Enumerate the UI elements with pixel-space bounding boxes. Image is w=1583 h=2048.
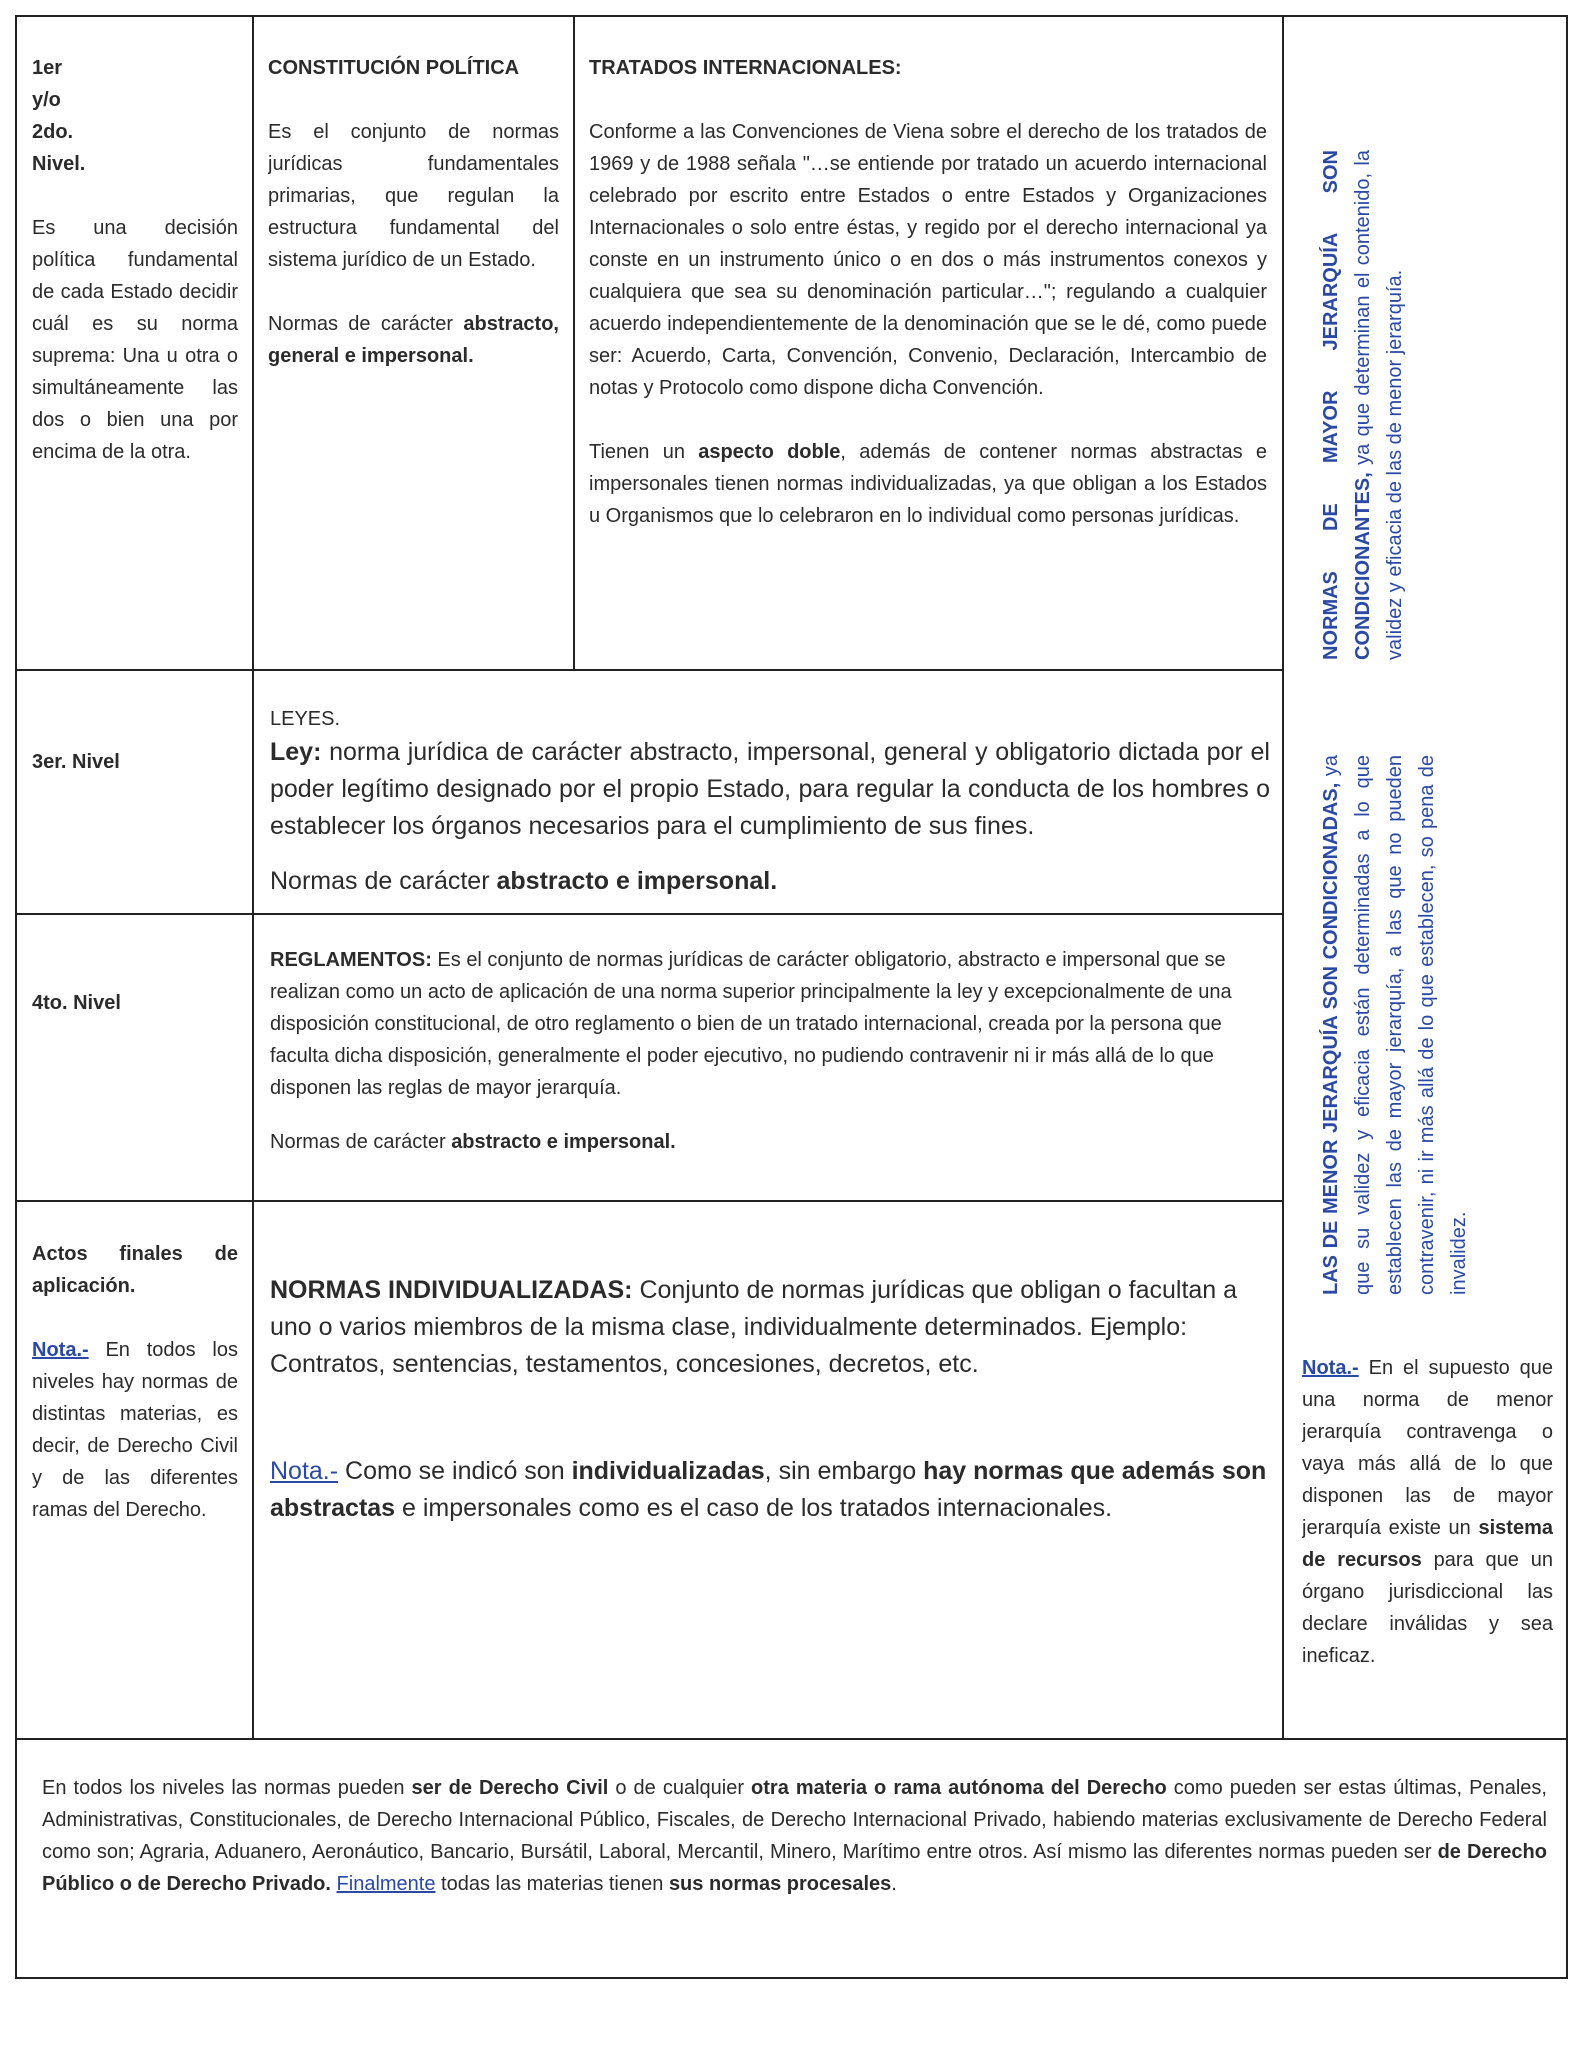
level-1-2-title-line: y/o (32, 89, 61, 111)
constitucion-normas: Normas de carácter abstracto, general e impersonal. (268, 313, 559, 367)
individualizadas-nota: Nota.- Como se indicó son individualizadas, sin embargo hay normas que además son abstractas e impersonales como es el caso de los tratados internacionales. (270, 1457, 1267, 1522)
side-upper-cell (1315, 150, 1406, 661)
reglamentos-normas: Normas de carácter abstracto e impersonal. (270, 1131, 676, 1153)
footer-text: En todos los niveles las normas pueden ser de Derecho Civil o de cualquier otra materia o rama autónoma del Derecho como pueden ser estas últimas, Penales, Administrativas, Constitucionales, de Derecho Internacional Público, Fiscales, de Derecho Internacional Privado, habiendo materias exclusivamente de Derecho Federal como son; Agraria, Aduanero, Aeronáutico, Bancario, Bursátil, Laboral, Mercantil, Minero, Marítimo entre otros. Así mismo las diferentes normas pueden ser de Derecho Público o de Derecho Privado. Finalmente todas las materias tienen sus normas procesales. (42, 1777, 1547, 1895)
actos-nota: Nota.- En todos los niveles hay normas de distintas materias, es decir, de Derecho Civil y de las diferentes ramas del Derecho. (32, 1339, 238, 1521)
leyes-definition: Ley: norma jurídica de carácter abstracto, impersonal, general y obligatorio dictada por el poder legítimo designado por el propio Estado, para regular la conducta de los hombres o establecer los órganos necesarios para el cumplimiento de sus fines. (270, 738, 1270, 840)
level-1-2-title-line: 1er (32, 57, 63, 79)
reglamentos-text: REGLAMENTOS: Es el conjunto de normas jurídicas de carácter obligatorio, abstracto e impersonal que se realizan como un acto de aplicación de una norma superior principalmente la ley y excepcionalmente de una disposición constitucional, de otro reglamento o bien de un tratado internacional, creada por la persona que faculta dicha disposición, generalmente el poder ejecutivo, no pudiendo contravenir ni ir más allá de lo que disponen las reglas de mayor jerarquía. (270, 949, 1232, 1099)
constitucion-cell (268, 52, 559, 652)
leyes-title: LEYES. (270, 708, 341, 730)
side-nota-label: Nota.- (1302, 1357, 1359, 1379)
tratados-paragraph-1: Conforme a las Convenciones de Viena sobre el derecho de los tratados de 1969 y de 1988 señala "…se entiende por tratado un acuerdo internacional celebrado por escrito entre Estados o entre Estados y Organizaciones Internacionales o solo entre éstas, y regido por el derecho internacional ya conste en un instrumento único o en dos o más instrumentos conexos y cualquiera que sea su denominación particular…"; regulando a cualquier acuerdo independientemente de la denominación que se le dé, como puede ser: Acuerdo, Carta, Convención, Convenio, Declaración, Intercambio de notas y Protocolo como dispone dicha Convención. (589, 121, 1267, 399)
actos-label: Actos finales de aplicación. (32, 1243, 238, 1297)
tratados-cell (589, 52, 1267, 652)
individualizadas-cell (270, 1272, 1270, 1727)
individualizadas-text: NORMAS INDIVIDUALIZADAS: Conjunto de normas jurídicas que obligan o facultan a uno o varios miembros de la misma clase, individualmente determinados. Ejemplo: Contratos, sentencias, testamentos, concesiones, decretos, etc. (270, 1276, 1238, 1378)
side-nota-text: Nota.- En el supuesto que una norma de menor jerarquía contravenga o vaya más allá de lo que disponen las de mayor jerarquía existe un sistema de recursos para que un órgano jurisdiccional las declare inválidas y sea ineficaz. (1302, 1357, 1553, 1667)
footer-cell (42, 1772, 1547, 1972)
side-lower-cell (1315, 755, 1470, 1296)
level-1-2-title-line: 2do. (32, 121, 74, 143)
level-3-label-cell (32, 670, 238, 910)
col-divider-2 (573, 15, 575, 670)
side-upper-text: NORMAS DE MAYOR JERARQUÍA SON CONDICIONANTES, ya que determinan el contenido, la validez y eficacia de las de menor jerarquía. (1320, 150, 1406, 660)
level-1-2-title-line: Nivel. (32, 153, 86, 175)
col-divider-1 (252, 15, 254, 1740)
actos-cell (32, 1238, 238, 1728)
footer-finalmente: Finalmente (336, 1873, 436, 1895)
col-divider-3 (1282, 15, 1284, 1740)
constitucion-text: Es el conjunto de normas jurídicas fundamentales primarias, que regulan la estructura fundamental del sistema jurídico de un Estado. (268, 121, 559, 271)
level-1-2-cell (32, 52, 238, 652)
constitucion-title: CONSTITUCIÓN POLÍTICA (268, 57, 520, 79)
level-4-label-cell (32, 915, 238, 1195)
side-lower-text: LAS DE MENOR JERARQUÍA SON CONDICIONADAS, ya que su validez y eficacia están determinadas a lo que establecen las de mayor jerarquía, a las que no pueden contravenir, ni ir más allá de lo que establecen, so pena de invalidez. (1320, 755, 1470, 1295)
side-nota-cell (1302, 1352, 1553, 1737)
row-divider-3 (15, 1200, 1283, 1202)
leyes-normas: Normas de carácter abstracto e impersonal. (270, 867, 778, 895)
tratados-paragraph-2: Tienen un aspecto doble, además de contener normas abstractas e impersonales tienen normas individualizadas, ya que obligan a los Estados u Organismos que lo celebraron en lo individual como personas jurídicas. (589, 441, 1267, 527)
level-4-label: 4to. Nivel (32, 992, 121, 1014)
individualizadas-nota-label: Nota.- (270, 1457, 339, 1485)
level-1-2-description: Es una decisión política fundamental de cada Estado decidir cuál es su norma suprema: Una u otra o simultáneamente las dos o bien una por encima de la otra. (32, 217, 238, 463)
leyes-cell (270, 704, 1270, 910)
reglamentos-cell (270, 944, 1270, 1198)
tratados-title: TRATADOS INTERNACIONALES: (589, 57, 902, 79)
actos-nota-label: Nota.- (32, 1339, 89, 1361)
level-3-label: 3er. Nivel (32, 751, 120, 773)
